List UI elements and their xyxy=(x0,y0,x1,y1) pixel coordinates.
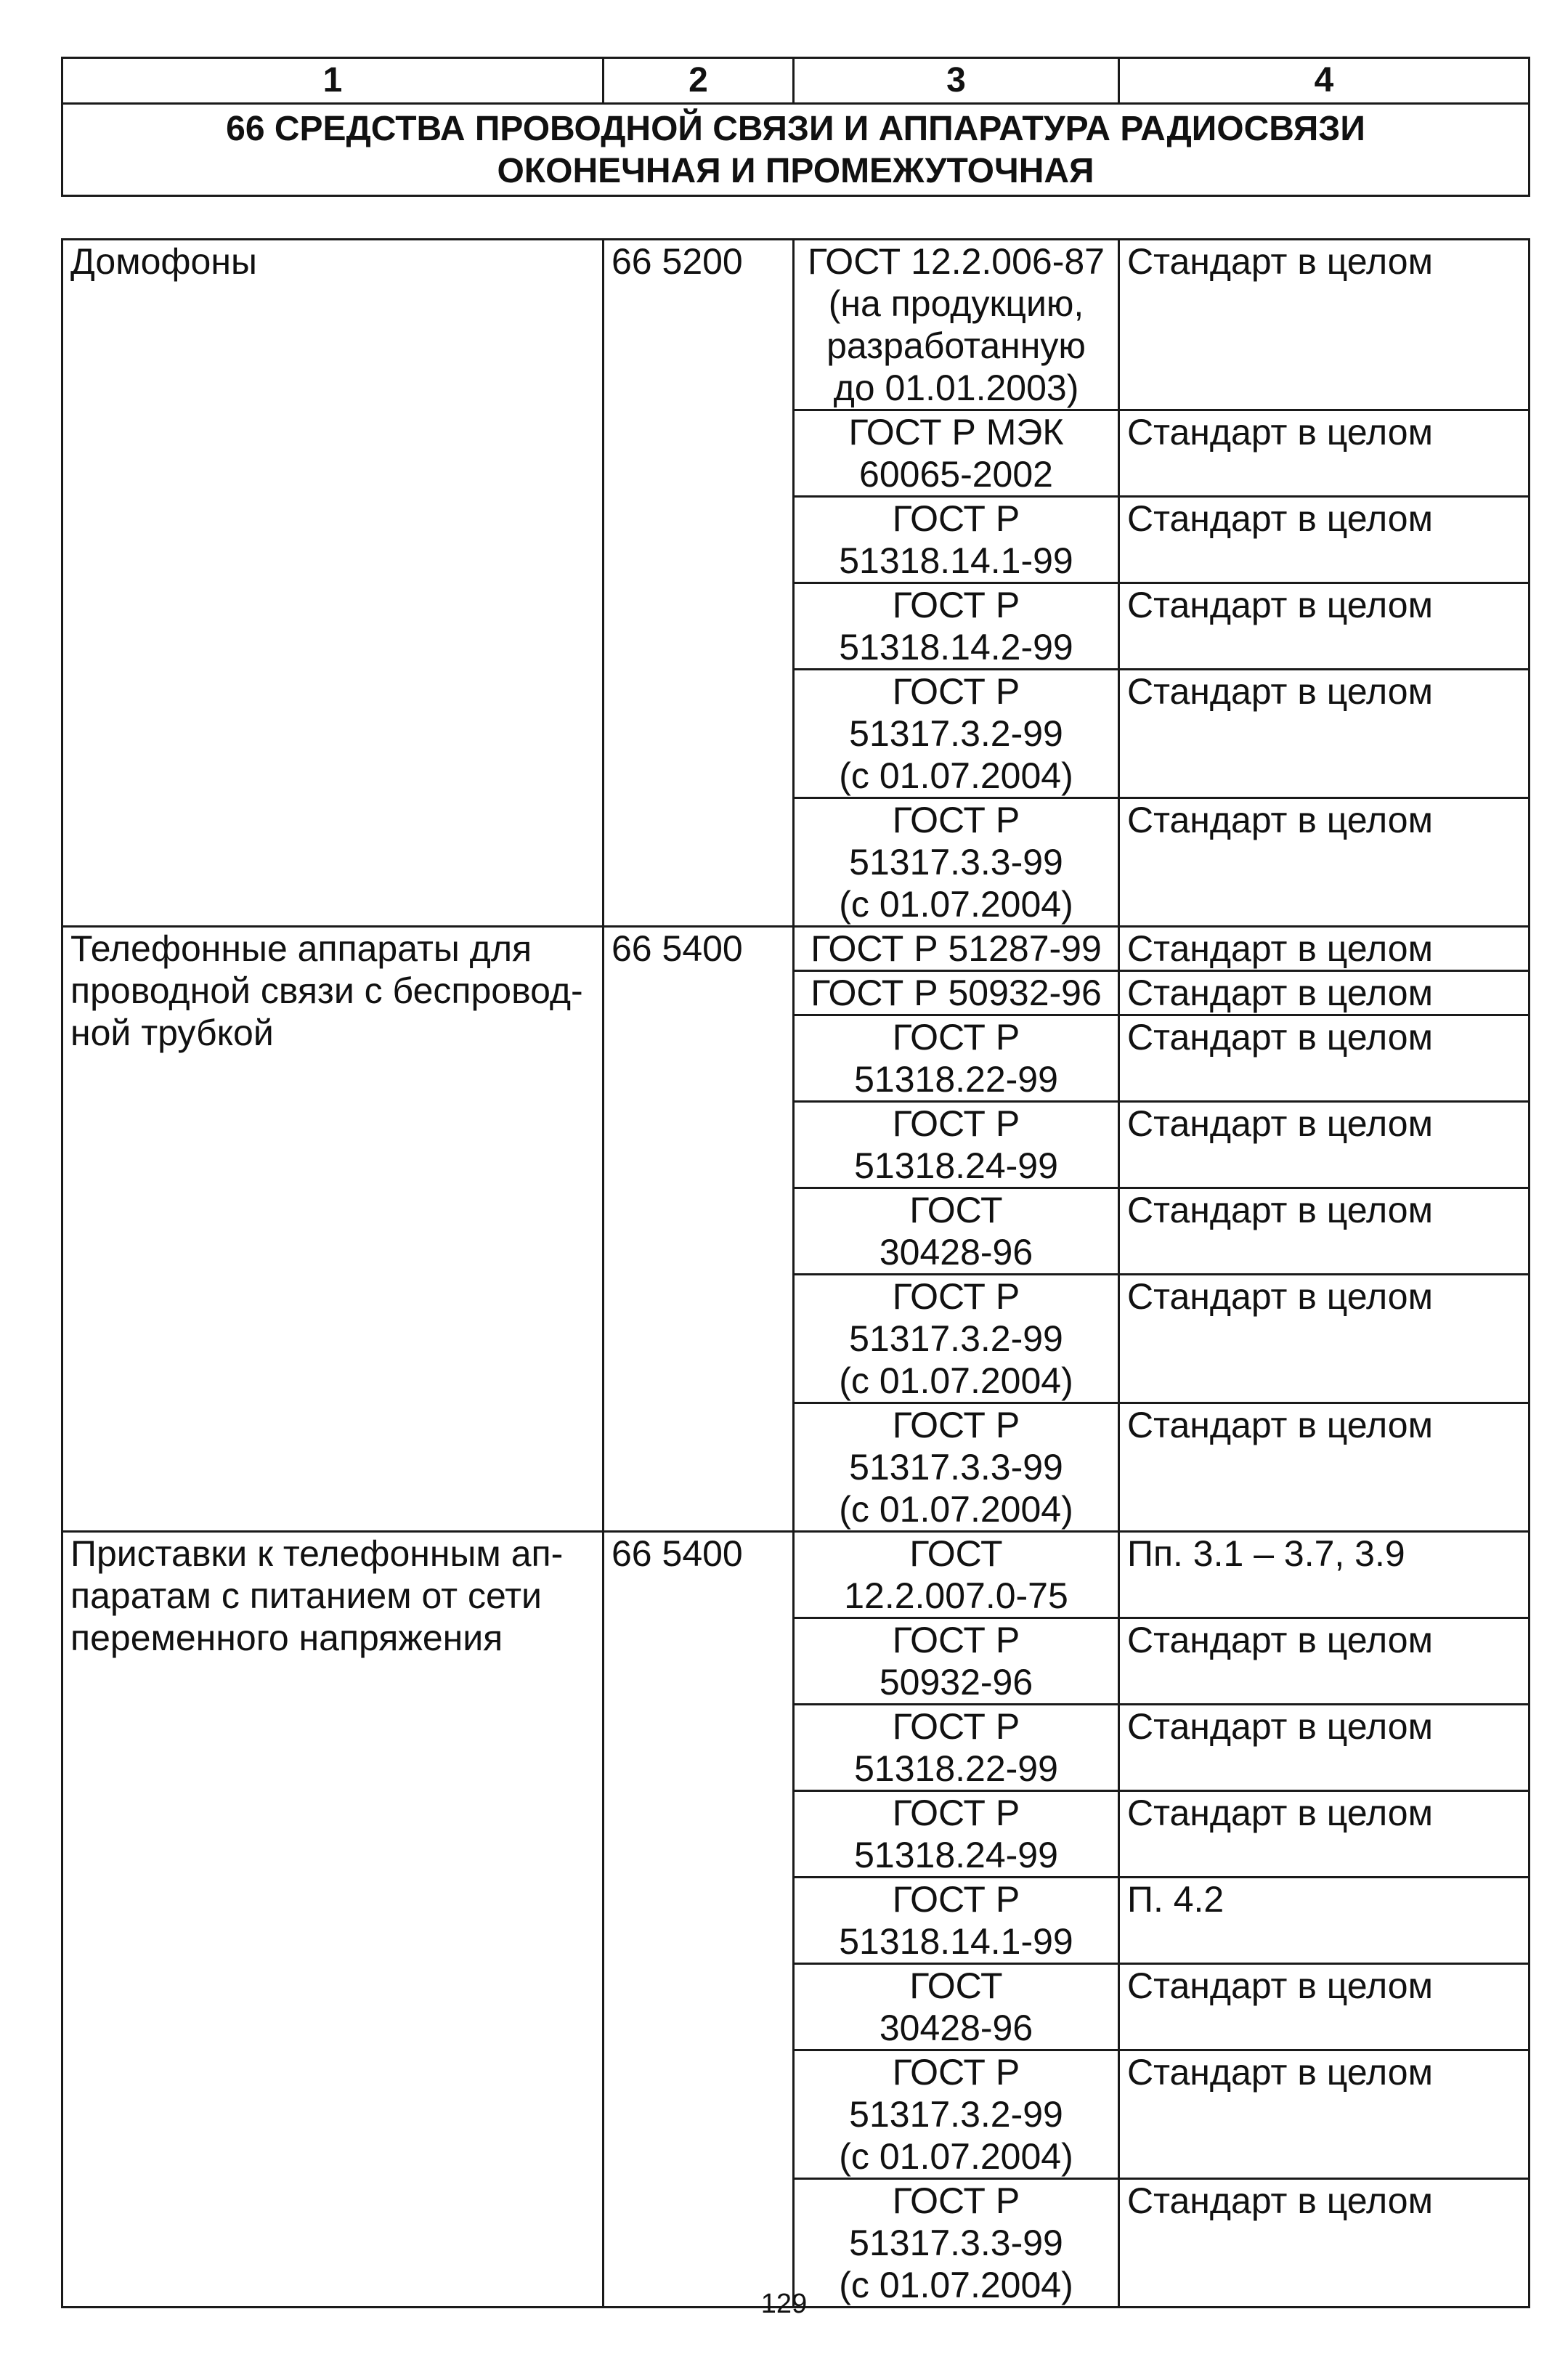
standard-scope: П. 4.2 xyxy=(1127,1879,1224,1920)
section-title-row xyxy=(62,104,1530,196)
standard-designation: ГОСТ Р 51317.3.3-99 (с 01.07.2004) xyxy=(839,1405,1073,1530)
standard-designation: ГОСТ Р 51318.14.1-99 xyxy=(839,498,1073,581)
standard-designation: ГОСТ Р 51318.24-99 xyxy=(854,1103,1058,1186)
column-number-4: 4 xyxy=(1119,58,1530,104)
header-table xyxy=(61,57,1530,197)
standard-scope: Стандарт в целом xyxy=(1127,1276,1433,1317)
standard-scope: Стандарт в целом xyxy=(1127,1793,1433,1833)
table-row xyxy=(62,240,1530,410)
standard-designation: ГОСТ 12.2.007.0-75 xyxy=(844,1533,1068,1616)
standard-designation: ГОСТ Р 50932-96 xyxy=(811,973,1102,1013)
standard-scope: Стандарт в целом xyxy=(1127,2052,1433,2093)
standard-designation: ГОСТ Р 51287-99 xyxy=(811,928,1102,969)
column-number-1: 1 xyxy=(62,58,604,104)
standard-scope: Стандарт в целом xyxy=(1127,412,1433,453)
standard-designation: ГОСТ Р 51317.3.2-99 (с 01.07.2004) xyxy=(839,1276,1073,1401)
standard-scope: Стандарт в целом xyxy=(1127,1103,1433,1144)
standard-scope: Стандарт в целом xyxy=(1127,800,1433,840)
section-title: 66 СРЕДСТВА ПРОВОДНОЙ СВЯЗИ И АППАРАТУРА РАДИОСВЯЗИ ОКОНЕЧНАЯ И ПРОМЕЖУТОЧНАЯ xyxy=(226,110,1365,190)
product-code: 66 5400 xyxy=(612,928,743,969)
standard-scope: Стандарт в целом xyxy=(1127,1190,1433,1230)
product-name: Домофоны xyxy=(70,241,257,282)
standard-scope: Стандарт в целом xyxy=(1127,928,1433,969)
standard-designation: ГОСТ Р 51317.3.2-99 (с 01.07.2004) xyxy=(839,671,1073,796)
standard-scope: Стандарт в целом xyxy=(1127,1017,1433,1058)
standard-scope: Стандарт в целом xyxy=(1127,241,1433,282)
standard-scope: Пп. 3.1 – 3.7, 3.9 xyxy=(1127,1533,1405,1574)
column-number-2: 2 xyxy=(604,58,794,104)
standard-designation: ГОСТ 30428-96 xyxy=(879,1190,1033,1273)
standards-table xyxy=(61,238,1530,2308)
standard-scope: Стандарт в целом xyxy=(1127,671,1433,712)
standard-designation: ГОСТ Р 51318.22-99 xyxy=(854,1017,1058,1100)
standard-designation: ГОСТ Р 51318.22-99 xyxy=(854,1706,1058,1789)
standard-scope: Стандарт в целом xyxy=(1127,585,1433,625)
standard-designation: ГОСТ Р 51317.3.3-99 (с 01.07.2004) xyxy=(839,2180,1073,2305)
standard-designation: ГОСТ 30428-96 xyxy=(879,1965,1033,2048)
standard-scope: Стандарт в целом xyxy=(1127,1620,1433,1660)
standards-table-body xyxy=(62,240,1530,2308)
standard-designation: ГОСТ Р 51318.14.1-99 xyxy=(839,1879,1073,1962)
table-row xyxy=(62,927,1530,971)
standard-scope: Стандарт в целом xyxy=(1127,498,1433,539)
standard-designation: ГОСТ Р 51318.24-99 xyxy=(854,1793,1058,1875)
standard-scope: Стандарт в целом xyxy=(1127,1405,1433,1445)
product-name: Приставки к телефонным ап- паратам с питанием от сети переменного напряжения xyxy=(70,1533,564,1658)
column-numbers-row xyxy=(62,58,1530,104)
standard-designation: ГОСТ Р 51318.14.2-99 xyxy=(839,585,1073,667)
standard-scope: Стандарт в целом xyxy=(1127,973,1433,1013)
standard-designation: ГОСТ Р 50932-96 xyxy=(879,1620,1033,1703)
standard-designation: ГОСТ Р МЭК 60065-2002 xyxy=(848,412,1064,495)
standard-designation: ГОСТ Р 51317.3.2-99 (с 01.07.2004) xyxy=(839,2052,1073,2177)
page-number: 129 xyxy=(760,2289,808,2319)
standard-designation: ГОСТ 12.2.006-87 (на продукцию, разработанную до 01.01.2003) xyxy=(808,241,1105,408)
standard-scope: Стандарт в целом xyxy=(1127,1965,1433,2006)
standard-designation: ГОСТ Р 51317.3.3-99 (с 01.07.2004) xyxy=(839,800,1073,925)
column-number-3: 3 xyxy=(794,58,1119,104)
standard-scope: Стандарт в целом xyxy=(1127,1706,1433,1747)
product-code: 66 5200 xyxy=(612,241,743,282)
standard-scope: Стандарт в целом xyxy=(1127,2180,1433,2221)
product-code: 66 5400 xyxy=(612,1533,743,1574)
product-name: Телефонные аппараты для проводной связи с беспровод- ной трубкой xyxy=(70,928,583,1053)
table-row xyxy=(62,1532,1530,1618)
